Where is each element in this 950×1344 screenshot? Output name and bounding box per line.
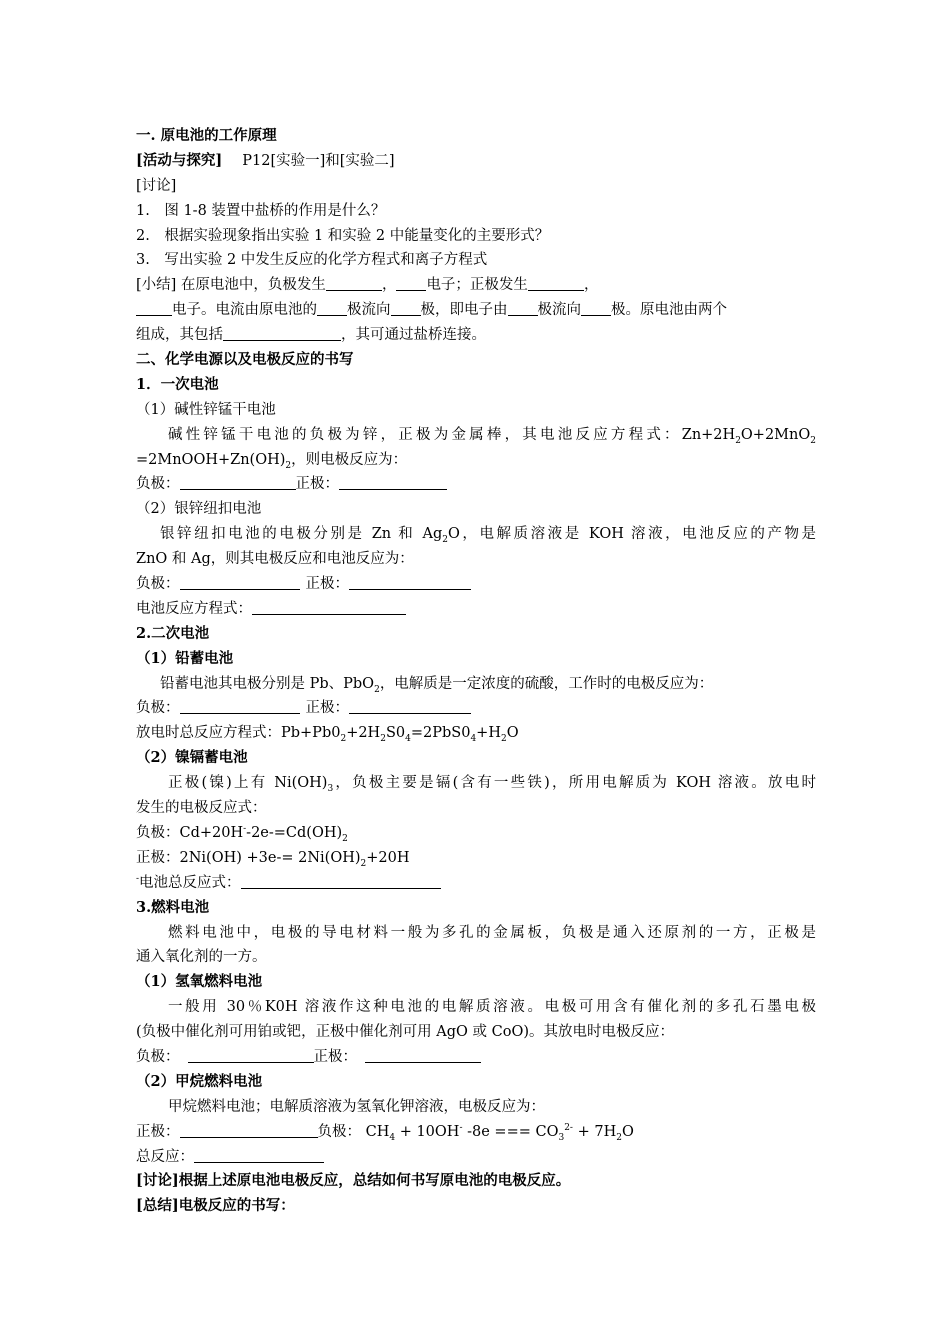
hydrogen-oxygen-text-1: 一般用 30％K0H 溶液作这种电池的电解质溶液。电极可用含有催化剂的多孔石墨电极	[168, 999, 816, 1016]
lead-acid-electrodes	[136, 696, 816, 721]
answer-blank[interactable]	[396, 275, 426, 291]
text: 铅蓄电池其电极分别是 Pb、PbO	[160, 675, 375, 692]
fuel-cell-heading: 3.燃料电池	[136, 898, 210, 916]
negative-label: 负极：	[136, 476, 180, 493]
subscript: 2	[810, 435, 816, 446]
discussion-label: [讨论]	[136, 177, 177, 194]
summary-text: [小结] 在原电池中，负极发生	[136, 277, 326, 294]
answer-blank[interactable]	[581, 300, 611, 316]
activity-text: P12[实验一]和[实验二]	[242, 152, 395, 169]
answer-blank[interactable]	[365, 1047, 481, 1063]
alkaline-battery-heading: （1）碱性锌锰干电池	[136, 401, 276, 418]
answer-blank[interactable]	[223, 325, 341, 341]
section-1-heading: 一. 原电池的工作原理	[136, 127, 277, 144]
nickel-cadmium-total	[136, 871, 816, 896]
summary-text: 极流向	[347, 302, 391, 319]
text: 正极(镍)上有 Ni(OH)	[168, 775, 328, 792]
document-body	[136, 124, 816, 1219]
text: -8e === CO	[462, 1123, 559, 1140]
answer-blank[interactable]	[180, 474, 296, 490]
subscript: 2	[285, 460, 292, 471]
answer-blank[interactable]	[349, 574, 471, 590]
methane-electrodes	[136, 1120, 816, 1145]
lead-acid-discharge	[136, 721, 816, 746]
silver-zinc-text-2: ZnO 和 Ag，则其电极反应和电池反应为：	[136, 551, 414, 568]
text: + 10OH	[395, 1123, 460, 1140]
summary-line-2	[136, 298, 816, 323]
text: ，电解质是一定浓度的硫酸，工作时的电极反应为：	[379, 675, 714, 692]
discussion-2: [讨论]根据上述原电池电极反应，总结如何书写原电池的电极反应。	[136, 1172, 571, 1190]
total-label: 总反应：	[136, 1148, 194, 1165]
alkaline-text-1	[136, 423, 816, 448]
text: 负极： CH	[317, 1123, 390, 1140]
alkaline-electrodes	[136, 472, 816, 497]
text: O	[621, 1123, 634, 1140]
lead-acid-heading: （1）铅蓄电池	[136, 649, 234, 667]
text: +2H	[346, 725, 381, 742]
nickel-cadmium-positive	[136, 846, 816, 871]
superscript: 2-	[564, 1122, 573, 1133]
summary-text: 极，即电子由	[420, 302, 508, 319]
answer-blank[interactable]	[180, 1122, 318, 1138]
subscript: 3	[327, 784, 334, 795]
text: +20H	[366, 849, 410, 866]
text: ，负极主要是镉(含有一些铁)，所用电解质为 KOH 溶液。放电时	[333, 775, 816, 792]
silver-zinc-electrodes	[136, 572, 816, 597]
answer-blank[interactable]	[349, 698, 471, 714]
lead-acid-text	[136, 672, 816, 697]
alkaline-text-2	[136, 448, 816, 473]
answer-blank[interactable]	[252, 599, 406, 615]
answer-blank[interactable]	[339, 474, 447, 490]
text: =2MnOOH+Zn(OH)	[136, 451, 286, 468]
text: 碱性锌锰干电池的负极为锌，正极为金属棒，其电池反应方程式：Zn+2H	[168, 426, 736, 443]
nickel-cadmium-heading: （2）镍镉蓄电池	[136, 749, 248, 767]
subscript: 2	[735, 435, 741, 446]
text: S0	[385, 725, 406, 742]
answer-blank[interactable]	[317, 300, 347, 316]
subscript: 2	[442, 535, 448, 546]
summary-text: ，其可通过盐桥连接。	[341, 327, 486, 344]
answer-blank[interactable]	[188, 1047, 314, 1063]
answer-blank[interactable]	[180, 698, 300, 714]
summary-line-1	[136, 273, 816, 298]
text: =2PbS0	[410, 725, 471, 742]
answer-blank[interactable]	[508, 300, 538, 316]
activity-label: [活动与探究]	[136, 151, 223, 169]
nickel-cadmium-text-2: 发生的电极反应式：	[136, 800, 267, 817]
subscript: 2	[360, 858, 367, 869]
text: 正极：2Ni(OH) +3e-= 2Ni(OH)	[136, 849, 361, 866]
fuel-cell-text-2: 通入氧化剂的一方。	[136, 949, 267, 966]
positive-label: 正极：	[305, 576, 349, 593]
answer-blank[interactable]	[391, 300, 421, 316]
positive-label: 正极：	[295, 476, 339, 493]
text: ，则电极反应为：	[291, 451, 408, 468]
subscript: 4	[405, 734, 411, 745]
answer-blank[interactable]	[180, 574, 300, 590]
negative-label: 负极：	[136, 700, 180, 717]
text: 负极：Cd+20H	[136, 824, 244, 841]
hydrogen-oxygen-heading: （1）氢氧燃料电池	[136, 973, 263, 991]
question-3: 3. 写出实验 2 中发生反应的化学方程式和离子方程式	[136, 252, 488, 269]
positive-label: 正极：	[136, 1123, 180, 1140]
text: O	[506, 725, 519, 742]
answer-blank[interactable]	[528, 275, 584, 291]
summary-text: 极流向	[537, 302, 581, 319]
superscript: -	[459, 1122, 463, 1133]
silver-zinc-heading: （2）银锌纽扣电池	[136, 501, 262, 518]
methane-total	[136, 1145, 816, 1170]
subscript: 2	[342, 833, 348, 844]
question-1: 1. 图 1-8 装置中盐桥的作用是什么？	[136, 202, 386, 219]
section-2-heading: 二、化学电源以及电极反应的书写	[136, 351, 354, 369]
summary-text: 组成，其包括	[136, 327, 223, 344]
silver-zinc-cell-equation	[136, 597, 816, 622]
subscript: 2	[500, 734, 507, 745]
positive-label: 正极：	[305, 700, 349, 717]
silver-zinc-text-1	[136, 522, 816, 547]
secondary-battery-heading: 2.二次电池	[136, 624, 210, 642]
subscript: 2	[380, 734, 386, 745]
positive-label: 正极：	[313, 1048, 357, 1065]
answer-blank[interactable]	[241, 873, 441, 889]
primary-battery-heading: 1．一次电池	[136, 375, 219, 393]
text: 放电时总反应方程式：Pb+Pb0	[136, 725, 341, 742]
summary-text: ，	[381, 277, 397, 294]
subscript: 2	[616, 1132, 622, 1143]
methane-heading: （2）甲烷燃料电池	[136, 1072, 263, 1090]
summary-text: ，	[583, 277, 599, 294]
hydrogen-oxygen-electrodes	[136, 1045, 816, 1070]
summary-text: 极。原电池由两个	[611, 302, 727, 319]
superscript: -	[243, 824, 247, 835]
cell-equation-label: 电池反应方程式：	[136, 600, 252, 617]
question-2: 2. 根据实验现象指出实验 1 和实验 2 中能量变化的主要形式？	[136, 227, 550, 244]
text: 电池总反应式：	[139, 874, 241, 891]
text: + 7H	[572, 1123, 617, 1140]
subscript: 4	[389, 1132, 396, 1143]
negative-label: 负极：	[136, 1048, 180, 1065]
text: +H	[476, 725, 501, 742]
text: O，电解质溶液是 KOH 溶液，电池反应的产物是	[447, 526, 816, 543]
answer-blank[interactable]	[136, 300, 172, 316]
text: -2e-=Cd(OH)	[246, 824, 343, 841]
subscript: 4	[470, 734, 477, 745]
summary-line-3	[136, 323, 816, 348]
subscript: 3	[558, 1132, 565, 1143]
summary-text: 电子。电流由原电池的	[172, 302, 317, 319]
negative-label: 负极：	[136, 576, 180, 593]
text: O+2MnO	[740, 426, 811, 443]
subscript: 2	[340, 734, 347, 745]
nickel-cadmium-text-1	[136, 771, 816, 796]
text: 银锌纽扣电池的电极分别是 Zn 和 Ag	[160, 526, 443, 543]
hydrogen-oxygen-text-2: (负极中催化剂可用铂或钯，正极中催化剂可用 AgO 或 CoO)。其放电时电极反应：	[136, 1024, 674, 1041]
nickel-cadmium-negative	[136, 821, 816, 846]
superscript: -	[136, 873, 140, 884]
methane-text: 甲烷燃料电池；电解质溶液为氢氧化钾溶液，电极反应为：	[168, 1098, 545, 1115]
answer-blank[interactable]	[194, 1147, 324, 1163]
answer-blank[interactable]	[326, 275, 382, 291]
fuel-cell-text-1: 燃料电池中，电极的导电材料一般为多孔的金属板，负极是通入还原剂的一方，正极是	[168, 924, 816, 941]
subscript: 2	[374, 684, 380, 695]
activity-line	[136, 149, 816, 174]
summary-text: 电子；正极发生	[426, 277, 528, 294]
final-summary: [总结]电极反应的书写：	[136, 1197, 295, 1215]
